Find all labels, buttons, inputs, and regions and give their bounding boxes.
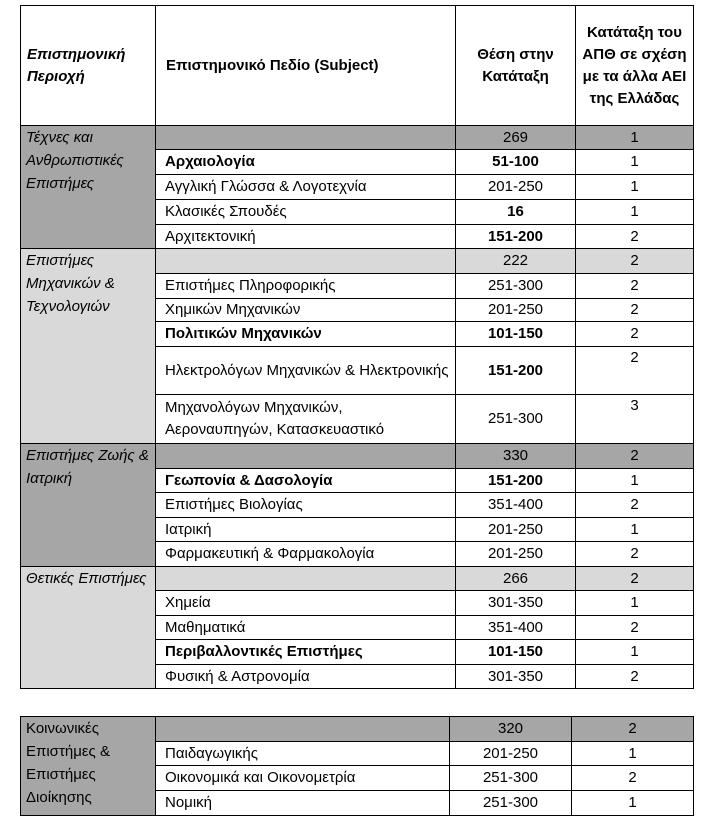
rank-cell: 1 [576, 150, 694, 175]
subject-cell: Μηχανολόγων Μηχανικών, Αεροναυπηγών, Κατασκευαστικό [156, 395, 456, 444]
header-position: Θέση στην Κατάταξη [456, 6, 576, 126]
subject-cell: Παιδαγωγικής [156, 742, 450, 766]
header-row [21, 6, 694, 126]
subject-cell: Χημεία [156, 591, 456, 616]
subject-cell: Φαρμακευτική & Φαρμακολογία [156, 542, 456, 567]
rank-cell: 1 [576, 469, 694, 493]
rank-cell: 1 [576, 200, 694, 225]
rank-cell: 2 [576, 225, 694, 249]
subject-cell: Ιατρική [156, 518, 456, 542]
group-summary-row [21, 567, 694, 591]
area-cell: Επιστήμες Ζωής & Ιατρική [21, 444, 156, 567]
rank-cell: 2 [572, 766, 694, 791]
rank-cell: 2 [576, 274, 694, 299]
area-cell: Κοινωνικές Επιστήμες & Επιστήμες Διοίκησης [21, 717, 156, 816]
subject-cell: Πολιτικών Μηχανικών [156, 322, 456, 347]
header-area: Επιστημονική Περιοχή [21, 6, 156, 126]
position-cell: 251-300 [450, 791, 572, 816]
rank-cell: 2 [576, 616, 694, 640]
summary-rank: 2 [576, 567, 694, 591]
rank-cell: 2 [576, 347, 694, 395]
subject-cell: Αγγλική Γλώσσα & Λογοτεχνία [156, 175, 456, 200]
position-cell: 101-150 [456, 640, 576, 665]
summary-subject-cell [156, 126, 456, 150]
subject-cell: Γεωπονία & Δασολογία [156, 469, 456, 493]
social-sciences-table [20, 716, 694, 816]
position-cell: 351-400 [456, 616, 576, 640]
area-cell: Τέχνες και Ανθρωπιστικές Επιστήμες [21, 126, 156, 249]
position-cell: 351-400 [456, 493, 576, 518]
position-cell: 301-350 [456, 591, 576, 616]
subject-cell: Ηλεκτρολόγων Μηχανικών & Ηλεκτρονικής [156, 347, 456, 395]
group-summary-row [21, 717, 694, 742]
subject-cell: Επιστήμες Βιολογίας [156, 493, 456, 518]
rank-cell: 1 [572, 791, 694, 816]
summary-subject-cell [156, 249, 456, 274]
rank-cell: 2 [576, 299, 694, 322]
summary-rank: 2 [572, 717, 694, 742]
subject-cell: Επιστήμες Πληροφορικής [156, 274, 456, 299]
position-cell: 201-250 [456, 175, 576, 200]
rank-cell: 2 [576, 322, 694, 347]
subject-cell: Αρχιτεκτονική [156, 225, 456, 249]
rank-cell: 3 [576, 395, 694, 444]
position-cell: 251-300 [450, 766, 572, 791]
summary-subject-cell [156, 444, 456, 469]
summary-rank: 2 [576, 444, 694, 469]
subject-cell: Χημικών Μηχανικών [156, 299, 456, 322]
summary-position: 320 [450, 717, 572, 742]
area-cell: Επιστήμες Μηχανικών & Τεχνολογιών [21, 249, 156, 444]
position-cell: 201-250 [456, 518, 576, 542]
position-cell: 201-250 [456, 299, 576, 322]
subject-cell: Αρχαιολογία [156, 150, 456, 175]
subject-cell: Φυσική & Αστρονομία [156, 665, 456, 689]
subject-cell: Κλασικές Σπουδές [156, 200, 456, 225]
position-cell: 201-250 [456, 542, 576, 567]
group-summary-row [21, 126, 694, 150]
rank-cell: 1 [572, 742, 694, 766]
position-cell: 201-250 [450, 742, 572, 766]
position-cell: 251-300 [456, 395, 576, 444]
rank-cell: 2 [576, 542, 694, 567]
position-cell: 151-200 [456, 347, 576, 395]
position-cell: 101-150 [456, 322, 576, 347]
rank-cell: 2 [576, 493, 694, 518]
summary-position: 222 [456, 249, 576, 274]
summary-subject-cell [156, 717, 450, 742]
position-cell: 251-300 [456, 274, 576, 299]
rankings-table [20, 5, 694, 689]
group-summary-row [21, 249, 694, 274]
summary-rank: 2 [576, 249, 694, 274]
summary-rank: 1 [576, 126, 694, 150]
rank-cell: 1 [576, 518, 694, 542]
summary-position: 269 [456, 126, 576, 150]
subject-cell: Περιβαλλοντικές Επιστήμες [156, 640, 456, 665]
position-cell: 151-200 [456, 469, 576, 493]
position-cell: 51-100 [456, 150, 576, 175]
summary-position: 266 [456, 567, 576, 591]
position-cell: 301-350 [456, 665, 576, 689]
position-cell: 16 [456, 200, 576, 225]
subject-cell: Οικονομικά και Οικονομετρία [156, 766, 450, 791]
group-summary-row [21, 444, 694, 469]
header-subject: Επιστημονικό Πεδίο (Subject) [156, 6, 456, 126]
rank-cell: 1 [576, 591, 694, 616]
rank-cell: 1 [576, 640, 694, 665]
rank-cell: 2 [576, 665, 694, 689]
subject-cell: Νομική [156, 791, 450, 816]
subject-cell: Μαθηματικά [156, 616, 456, 640]
position-cell: 151-200 [456, 225, 576, 249]
area-cell: Θετικές Επιστήμες [21, 567, 156, 689]
summary-subject-cell [156, 567, 456, 591]
header-rank: Κατάταξη του ΑΠΘ σε σχέση με τα άλλα ΑΕΙ της Ελλάδας [576, 6, 694, 126]
summary-position: 330 [456, 444, 576, 469]
rank-cell: 1 [576, 175, 694, 200]
